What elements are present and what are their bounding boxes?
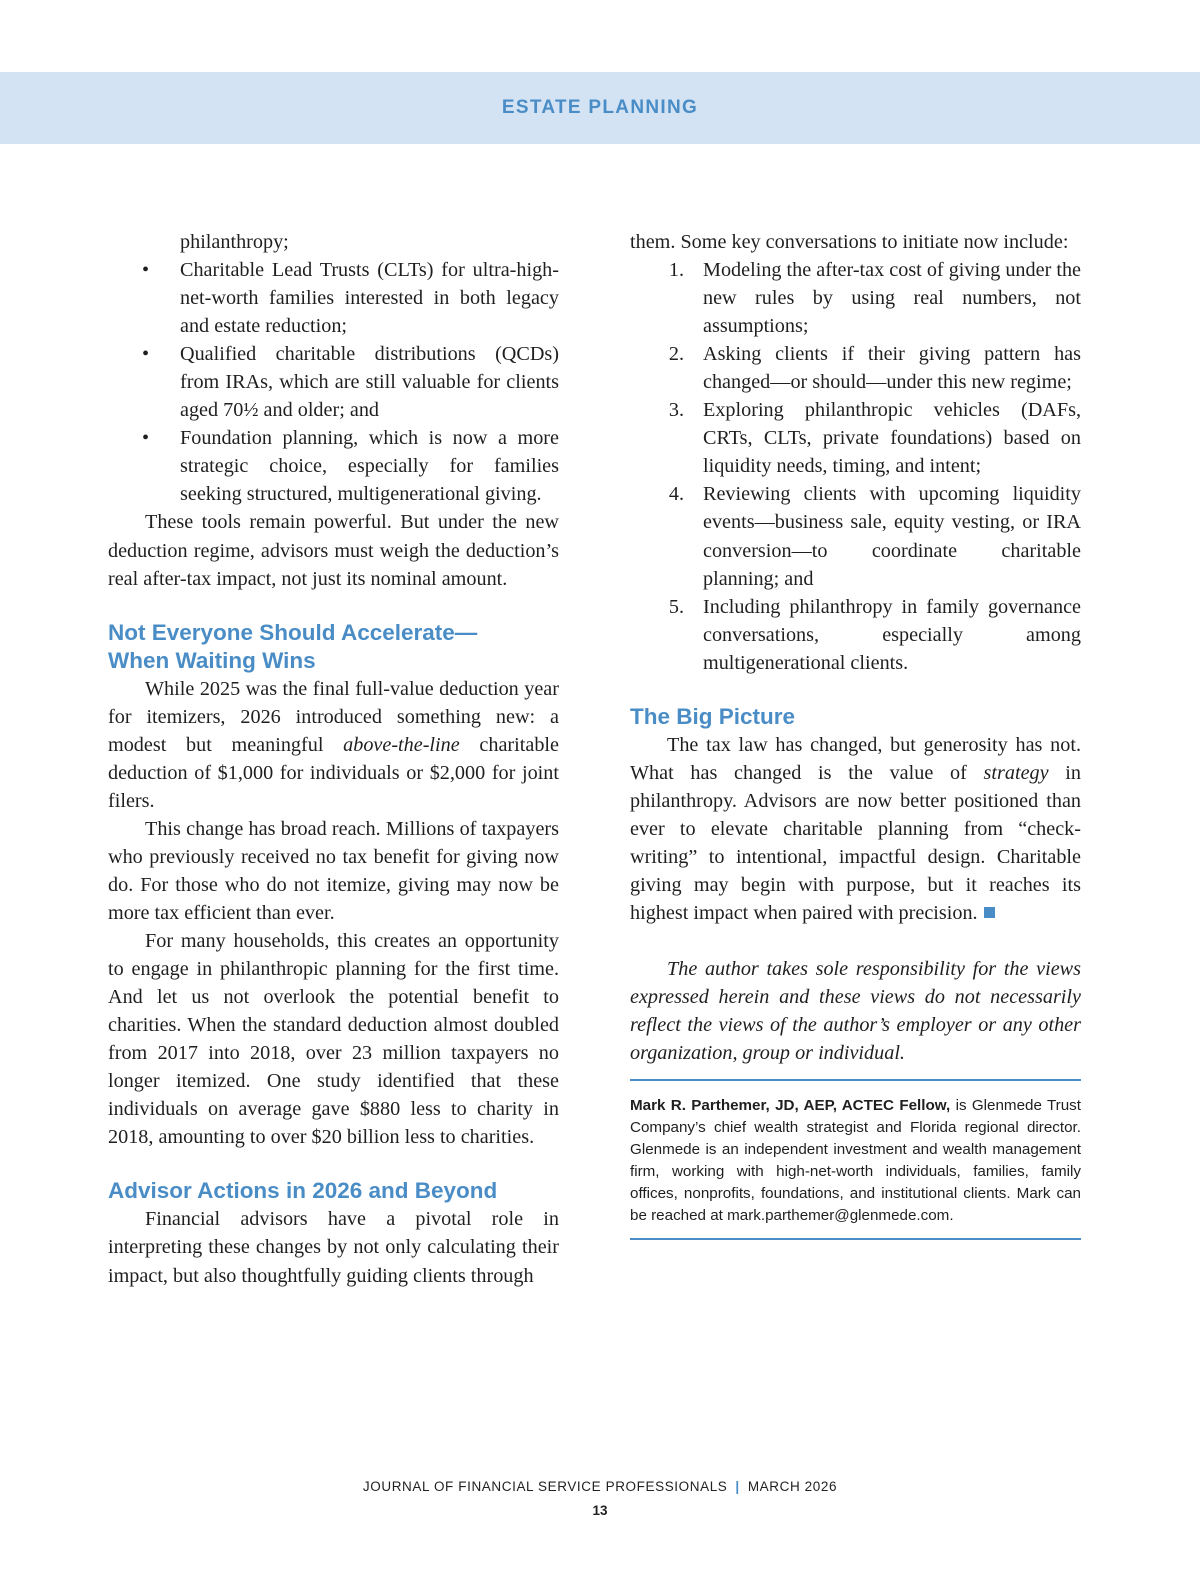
end-mark-icon <box>984 907 995 918</box>
author-bio <box>630 1093 1081 1227</box>
paragraph-households: For many households, this creates an opportunity to engage in philanthropic planning for the first time. And let us not overlook the potential benefit to charities. When the standard deduction almost doubled from 2017 into 2018, over 23 million taxpayers no longer itemized. One study identified that these individuals on average gave $880 less to charity in 2018, amounting to over $20 billion less to charities. <box>108 930 559 1149</box>
list-item <box>630 480 1081 592</box>
text-run: charitable deduction of $1,000 for individuals or $2,000 for joint filers. <box>108 733 559 812</box>
numbered-list <box>630 256 1081 677</box>
right-column <box>630 228 1081 1252</box>
list-item <box>630 396 1081 480</box>
issue-date: MARCH 2026 <box>747 1479 838 1494</box>
list-text: Exploring philanthropic vehicles (DAFs, CRTs, CLTs, private foundations) based on liquidity needs, timing, and intent; <box>703 399 1081 478</box>
list-item <box>108 340 559 424</box>
list-number: 1. <box>668 259 684 282</box>
bullet-icon: • <box>142 259 150 282</box>
text-run: The tax law has changed, but generosity has not. What has changed is the value of <box>630 733 1081 784</box>
list-item <box>630 593 1081 677</box>
bullet-text: Qualified charitable distributions (QCDs) from IRAs, which are still valuable for clients aged 70½ and older; and <box>180 343 559 422</box>
emphasis-text: above-the-line <box>343 733 460 756</box>
bullet-icon: • <box>142 427 150 450</box>
author-name: Mark R. Parthemer, JD, AEP, ACTEC Fellow, <box>630 1097 951 1115</box>
list-number: 4. <box>668 483 684 506</box>
divider <box>630 1238 1081 1240</box>
list-number: 2. <box>668 343 684 366</box>
heading-line: When Waiting Wins <box>108 647 316 673</box>
paragraph-financial-advisors: Financial advisors have a pivotal role in interpreting these changes by not only calculating their impact, but also thoughtfully guiding clients through <box>108 1208 559 1287</box>
section-heading-big-picture: The Big Picture <box>630 703 796 729</box>
author-disclaimer: The author takes sole responsibility for the views expressed herein and these views do not necessarily reflect the views of the author’s employer or any other organization, group or individual. <box>630 958 1081 1065</box>
list-item <box>108 256 559 340</box>
list-item <box>630 340 1081 396</box>
heading-line: Not Everyone Should Accelerate— <box>108 619 478 645</box>
divider <box>630 1079 1081 1081</box>
list-text: Asking clients if their giving pattern has changed—or should—under this new regime; <box>703 343 1081 394</box>
list-text: Modeling the after-tax cost of giving under the new rules by using real numbers, not assumptions; <box>703 259 1082 338</box>
paragraph-broad-reach: This change has broad reach. Millions of taxpayers who previously received no tax benefit for giving now do. For those who do not itemize, giving may now be more tax efficient than ever. <box>108 817 559 924</box>
text-run: in philanthropy. Advisors are now better positioned than ever to elevate charitable planning from “check-writing” to intentional, impactful design. Charitable giving may begin with purpose, but it reaches its highest impact when paired with precision. <box>630 761 1082 925</box>
list-number: 3. <box>668 399 684 422</box>
paragraph-continued: them. Some key conversations to initiate now include: <box>630 231 1069 253</box>
paragraph-2025 <box>108 675 559 815</box>
bullet-text: Charitable Lead Trusts (CLTs) for ultra-high-net-worth families interested in both legacy and estate reduction; <box>180 259 559 338</box>
paragraph-tools: These tools remain powerful. But under the new deduction regime, advisors must weigh the deduction’s real after-tax impact, not just its nominal amount. <box>108 511 559 590</box>
list-text: Including philanthropy in family governance conversations, especially among multigenerational clients. <box>703 595 1081 674</box>
bullet-list <box>108 256 559 508</box>
bullet-icon: • <box>142 343 150 366</box>
list-text: Reviewing clients with upcoming liquidity events—business sale, equity vesting, or IRA conversion—to coordinate charitable planning; and <box>703 483 1081 590</box>
section-heading-advisor-actions: Advisor Actions in 2026 and Beyond <box>108 1178 498 1204</box>
left-column <box>108 228 559 1290</box>
author-bio-text: is Glenmede Trust Company’s chief wealth strategist and Florida regional director. Glenmede is an independent investment and wealth management firm, working with high-net-worth individuals, families, family offices, nonprofits, foundations, and institutional clients. Mark can be reached at mark.parthemer@glenmede.com. <box>630 1097 1081 1225</box>
footer-separator: | <box>735 1479 740 1494</box>
section-heading-accelerate <box>108 619 559 675</box>
journal-name: JOURNAL OF FINANCIAL SERVICE PROFESSIONALS <box>362 1479 728 1494</box>
text-run: While 2025 was the final full-value deduction year for itemizers, 2026 introduced something new: a modest but meaningful <box>108 677 559 756</box>
paragraph-big-picture <box>630 731 1081 927</box>
section-banner <box>0 72 1200 144</box>
list-item <box>630 256 1081 340</box>
emphasis-text: strategy <box>983 761 1049 784</box>
page-number: 13 <box>592 1503 608 1518</box>
list-number: 5. <box>668 595 684 618</box>
list-item <box>108 424 559 508</box>
page-footer <box>0 1479 1200 1494</box>
section-title: ESTATE PLANNING <box>501 97 699 118</box>
bullet-text: Foundation planning, which is now a more strategic choice, especially for families seeking structured, multigenerational giving. <box>180 427 559 506</box>
continued-bullet-text: philanthropy; <box>180 231 289 253</box>
